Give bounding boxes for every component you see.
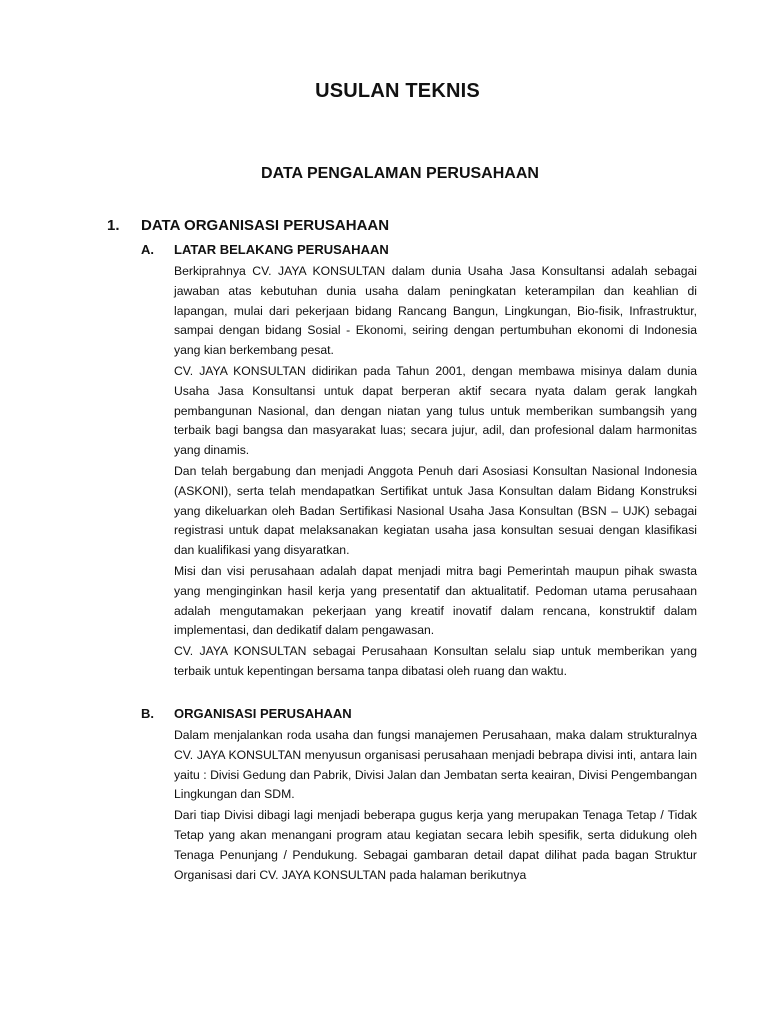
subsection-a-body xyxy=(174,262,697,683)
section-title: DATA ORGANISASI PERUSAHAAN xyxy=(141,217,390,234)
subsection-a-letter: A. xyxy=(141,242,154,257)
document-subtitle: DATA PENGALAMAN PERUSAHAAN xyxy=(261,165,539,182)
document-title: USULAN TEKNIS xyxy=(315,80,480,102)
paragraph: Dari tiap Divisi dibagi lagi menjadi beberapa gugus kerja yang merupakan Tenaga Tetap / Tidak Tetap yang akan menangani program atau kegiatan secara lebih spesifik, serta didukung oleh Tenaga Penunjang / Pendukung. Sebagai gambaran detail dapat dilihat pada bagan Struktur Organisasi dari CV. JAYA KONSULTAN pada halaman berikutnya xyxy=(174,808,697,882)
paragraph: Berkiprahnya CV. JAYA KONSULTAN dalam dunia Usaha Jasa Konsultansi adalah sebagai jawaban atas kebutuhan dunia usaha dalam peningkatan keterampilan dan keahlian di lapangan, mulai dari pekerjaan bidang Rancang Bangun, Lingkungan, Bio-fisik, Infrastruktur, sampai dengan bidang Sosial - Ekonomi, seiring dengan pertumbuhan ekonomi di Indonesia yang kian berkembang pesat. xyxy=(174,264,697,358)
section-number: 1. xyxy=(107,217,120,234)
subsection-a-title: LATAR BELAKANG PERUSAHAAN xyxy=(174,242,389,257)
subsection-b-heading xyxy=(141,706,352,721)
subsection-b-title: ORGANISASI PERUSAHAAN xyxy=(174,706,352,721)
section-heading xyxy=(107,217,389,234)
subsection-b-letter: B. xyxy=(141,706,154,721)
paragraph: CV. JAYA KONSULTAN sebagai Perusahaan Konsultan selalu siap untuk memberikan yang terbaik untuk kepentingan bersama tanpa dibatasi oleh ruang dan waktu. xyxy=(174,644,697,678)
subsection-b-body xyxy=(174,726,697,886)
subsection-a-heading xyxy=(141,242,389,257)
paragraph: CV. JAYA KONSULTAN didirikan pada Tahun 2001, dengan membawa misinya dalam dunia Usaha Jasa Konsultansi untuk dapat berperan aktif secara nyata dalam gerak langkah pembangunan Nasional, dan dengan niatan yang tulus untuk memberikan sumbangsih yang terbaik bagi bangsa dan masyarakat luas; secara jujur, adil, dan profesional dalam harmonitas yang dinamis. xyxy=(174,363,697,458)
paragraph: Dalam menjalankan roda usaha dan fungsi manajemen Perusahaan, maka dalam strukturalnya CV. JAYA KONSULTAN menyusun organisasi perusahaan menjadi bebrapa divisi inti, antara lain yaitu : Divisi Gedung dan Pabrik, Divisi Jalan dan Jembatan serta keairan, Divisi Pengembangan Lingkungan dan SDM. xyxy=(174,728,697,802)
paragraph: Misi dan visi perusahaan adalah dapat menjadi mitra bagi Pemerintah maupun pihak swasta yang menginginkan hasil kerja yang presentatif dan aktualitatif. Pedoman utama perusahaan adalah mengutamakan pekerjaan yang kreatif inovatif dalam rencana, konstruktif dalam implementasi, dan dedikatif dalam pengawasan. xyxy=(174,563,697,638)
paragraph: Dan telah bergabung dan menjadi Anggota Penuh dari Asosiasi Konsultan Nasional Indonesia (ASKONI), serta telah mendapatkan Sertifikat untuk Jasa Konsultan dalam Bidang Konstruksi yang dikeluarkan oleh Badan Sertifikasi Nasional Usaha Jasa Konsultan (BSN – UJK) sebagai registrasi untuk dapat melaksanakan kegiatan usaha jasa konsultan sesuai dengan klasifikasi dan kualifikasi yang disyaratkan. xyxy=(174,463,697,558)
